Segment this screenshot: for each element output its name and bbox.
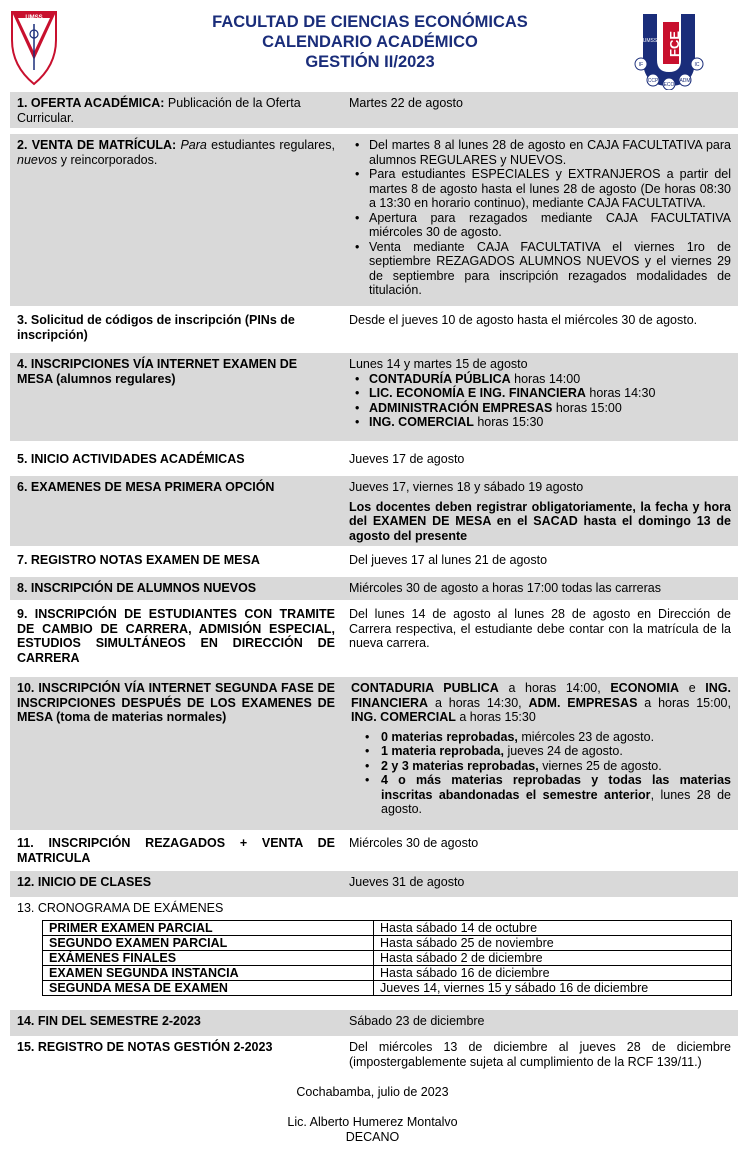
list-item: • 2 y 3 materias reprobadas, viernes 25 de agosto. bbox=[351, 759, 731, 774]
page-header bbox=[0, 8, 745, 88]
row-examenes-mesa: 6. EXAMENES DE MESA PRIMERA OPCIÓN Jueves 17, viernes 18 y sábado 19 agosto Los docentes deben registrar obligatoriamente, la fecha y hora del EXAMEN DE MESA en el SACAD hasta el domingo 13 de agosto del presente bbox=[10, 476, 738, 546]
table-row: SEGUNDA MESA DE EXAMEN Jueves 14, viernes 15 y sábado 16 de diciembre bbox=[43, 981, 732, 996]
list-item: • CONTADURÍA PÚBLICA horas 14:00 bbox=[349, 372, 731, 387]
logo-right-text: FCE bbox=[667, 31, 682, 57]
list-item: • 4 o más materias reprobadas y todas las materias inscritas abandonadas el semestre anterior, lunes 28 de agosto. bbox=[351, 773, 731, 817]
table-row: EXÁMENES FINALES Hasta sábado 2 de diciembre bbox=[43, 951, 732, 966]
list-item: • Apertura para rezagados mediante CAJA FACULTATIVA miércoles 30 de agosto. bbox=[349, 211, 731, 240]
row-venta-matricula: 2. VENTA DE MATRÍCULA: Para estudiantes regulares, nuevos y reincorporados. • Del martes 8 al lunes 28 de agosto en CAJA FACULTATIVA para alumnos REGULARES y NUEVOS. • Para estudiantes ESPECIALES y EXTRANJEROS a partir del martes 8 de agosto hasta el lunes 28 de agosto (De horas 08:30 a 13:30 en horario continuo), mediante CAJA FACULTATIVA. • Apertura para rezagados mediante CAJA FACULTATIVA miércoles 30 de agosto. • Venta mediante CAJA FACULTATIVA el viernes 1ro de septiembre REZAGADOS ALUMNOS NUEVOS y el viernes 29 de septiembre para inscripción rezagados modalidades de titulación. bbox=[10, 134, 738, 306]
signer-name: Lic. Alberto Humerez Montalvo bbox=[287, 1115, 458, 1129]
row-cambio-carrera: 9. INSCRIPCIÓN DE ESTUDIANTES CON TRAMITE DE CAMBIO DE CARRERA, ADMISIÓN ESPECIAL, ESTUDIOS SIMULTÁNEOS EN DIRECCIÓN DE CARRERA Del lunes 14 de agosto al lunes 28 de agosto en Dirección de Carrera respectiva, el estudiante debe contar con la matrícula de la nueva carrera. bbox=[17, 607, 731, 665]
list-item: • Para estudiantes ESPECIALES y EXTRANJEROS a partir del martes 8 de agosto hasta el lunes 28 de agosto (De horas 08:30 a 13:30 en horario continuo), mediante CAJA FACULTATIVA. bbox=[349, 167, 731, 211]
sacad-note: Los docentes deben registrar obligatoriamente, la fecha y hora del EXAMEN DE MESA en el SACAD hasta el domingo 13 de agosto del presente bbox=[349, 499, 731, 543]
svg-text:IC: IC bbox=[694, 62, 700, 68]
list-item: • ADMINISTRACIÓN EMPRESAS horas 15:00 bbox=[349, 401, 731, 416]
table-row: EXAMEN SEGUNDA INSTANCIA Hasta sábado 16 de diciembre bbox=[43, 966, 732, 981]
table-row: SEGUNDO EXAMEN PARCIAL Hasta sábado 25 de noviembre bbox=[43, 936, 732, 951]
list-item: • 1 materia reprobada, jueves 24 de agosto. bbox=[351, 744, 731, 759]
svg-text:ECO: ECO bbox=[663, 82, 675, 88]
svg-text:UMSS: UMSS bbox=[642, 38, 658, 44]
list-item: • Del martes 8 al lunes 28 de agosto en CAJA FACULTATIVA para alumnos REGULARES y NUEVOS. bbox=[349, 138, 731, 167]
logo-left-text: UMSS bbox=[25, 15, 43, 21]
list-item: • Venta mediante CAJA FACULTATIVA el viernes 1ro de septiembre REZAGADOS ALUMNOS NUEVOS y el viernes 29 de septiembre para inscripción rezagados modalidades de titulación. bbox=[349, 240, 731, 298]
row-segunda-fase: 10. INSCRIPCIÓN VÍA INTERNET SEGUNDA FASE DE INSCRIPCIONES DESPUÉS DE LOS EXAMENES DE MESA (toma de materias normales) CONTADURIA PUBLICA a horas 14:00, ECONOMIA e ING. FINANCIERA a horas 14:30, ADM. EMPRESAS a horas 15:00, ING. COMERCIAL a horas 15:30 • 0 materias reprobadas, miércoles 23 de agosto. • 1 materia reprobada, jueves 24 de agosto. • 2 y 3 materias reprobadas, viernes 25 de agosto. • 4 o más materias reprobadas y todas las materias inscritas abandonadas el semestre anterior, lunes 28 de agosto. bbox=[10, 677, 738, 830]
title-line-1: FACULTAD DE CIENCIAS ECONÓMICAS bbox=[212, 13, 528, 31]
title-line-3: GESTIÓN II/2023 bbox=[305, 53, 435, 71]
list-item: • ING. COMERCIAL horas 15:30 bbox=[349, 415, 731, 430]
row-inicio-actividades: 5. INICIO ACTIVIDADES ACADÉMICAS Jueves 17 de agosto bbox=[17, 452, 465, 466]
row-oferta-academica: 1. OFERTA ACADÉMICA: Publicación de la Oferta Curricular. Martes 22 de agosto bbox=[10, 92, 738, 128]
list-item: • LIC. ECONOMÍA E ING. FINANCIERA horas 14:30 bbox=[349, 386, 731, 401]
svg-text:ADM: ADM bbox=[679, 78, 691, 84]
row-rezagados: 11. INSCRIPCIÓN REZAGADOS + VENTA DE MATRICULA Miércoles 30 de agosto bbox=[17, 836, 479, 865]
umss-shield-logo bbox=[10, 10, 58, 86]
row-inscripciones-mesa: 4. INSCRIPCIONES VÍA INTERNET EXAMEN DE MESA (alumnos regulares) Lunes 14 y martes 15 de agosto • CONTADURÍA PÚBLICA horas 14:00 • LIC. ECONOMÍA E ING. FINANCIERA horas 14:30 • ADMINISTRACIÓN EMPRESAS horas 15:00 • ING. COMERCIAL horas 15:30 bbox=[10, 353, 738, 441]
row-cronograma: 13. CRONOGRAMA DE EXÁMENES bbox=[17, 901, 224, 915]
svg-text:IF: IF bbox=[638, 62, 644, 68]
fce-logo bbox=[633, 12, 705, 90]
place-date: Cochabamba, julio de 2023 bbox=[296, 1085, 449, 1099]
row-fin-semestre: 14. FIN DEL SEMESTRE 2-2023 Sábado 23 de diciembre bbox=[10, 1010, 738, 1036]
list-item: • 0 materias reprobadas, miércoles 23 de agosto. bbox=[351, 730, 731, 745]
svg-text:CCP: CCP bbox=[647, 78, 659, 84]
page-title bbox=[140, 12, 600, 72]
row-registro-notas-gestion: 15. REGISTRO DE NOTAS GESTIÓN 2-2023 Del miércoles 13 de diciembre al jueves 28 de diciembre (impostergablemente sujeta al cumplimiento de la RCF 139/11.) bbox=[17, 1040, 731, 1069]
row-registro-notas-mesa: 7. REGISTRO NOTAS EXAMEN DE MESA Del jueves 17 al lunes 21 de agosto bbox=[17, 553, 548, 567]
signer-role: DECANO bbox=[345, 1130, 400, 1144]
row-solicitud-pins: 3. Solicitud de códigos de inscripción (PINs de inscripción) Desde el jueves 10 de agosto hasta el miércoles 30 de agosto. bbox=[17, 313, 698, 342]
title-line-2: CALENDARIO ACADÉMICO bbox=[262, 33, 478, 51]
row-inscripcion-nuevos: 8. INSCRIPCIÓN DE ALUMNOS NUEVOS Miércoles 30 de agosto a horas 17:00 todas las carreras bbox=[10, 577, 738, 600]
venta-bullets bbox=[349, 138, 731, 298]
table-row: PRIMER EXAMEN PARCIAL Hasta sábado 14 de octubre bbox=[43, 921, 732, 936]
row-inicio-clases: 12. INICIO DE CLASES Jueves 31 de agosto bbox=[10, 871, 738, 897]
cronograma-table bbox=[42, 920, 732, 996]
